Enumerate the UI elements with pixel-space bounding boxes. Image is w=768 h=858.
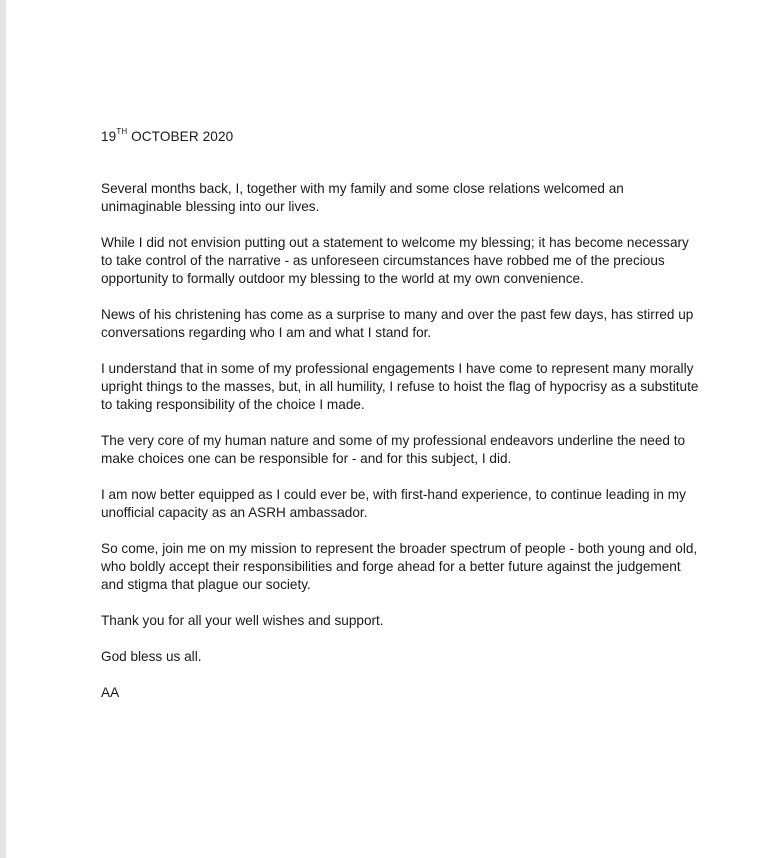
signature: AA: [101, 685, 120, 700]
paragraph: I am now better equipped as I could ever be, with first-hand experience, to continue leading in my unofficial capacity as an ASRH ambassador.: [101, 487, 686, 520]
letter-date: [101, 128, 701, 146]
paragraph: Several months back, I, together with my family and some close relations welcomed an unimaginable blessing into our lives.: [101, 181, 624, 214]
date-suffix: TH: [116, 127, 128, 137]
paragraph: News of his christening has come as a surprise to many and over the past few days, has stirred up conversations regarding who I am and what I stand for.: [101, 307, 694, 340]
paragraph: I understand that in some of my professional engagements I have come to represent many morally upright things to the masses, but, in all humility, I refuse to hoist the flag of hypocrisy as a substitute to taking responsibility of the choice I made.: [101, 361, 699, 412]
paragraph: The very core of my human nature and some of my professional endeavors underline the need to make choices one can be responsible for - and for this subject, I did.: [101, 433, 686, 466]
date-month-year: OCTOBER 2020: [127, 129, 234, 144]
paragraph: So come, join me on my mission to represent the broader spectrum of people - both young and old, who boldly accept their responsibilities and forge ahead for a better future against the judgement and stigma that plague our society.: [101, 541, 698, 592]
date-day: 19: [101, 129, 117, 144]
paragraph: God bless us all.: [101, 649, 202, 664]
paragraph: While I did not envision putting out a statement to welcome my blessing; it has become necessary to take control of the narrative - as unforeseen circumstances have robbed me of the precious opportunity to formally outdoor my blessing to the world at my own convenience.: [101, 235, 689, 286]
letter-body: [101, 128, 701, 702]
paragraph: Thank you for all your well wishes and support.: [101, 613, 384, 628]
